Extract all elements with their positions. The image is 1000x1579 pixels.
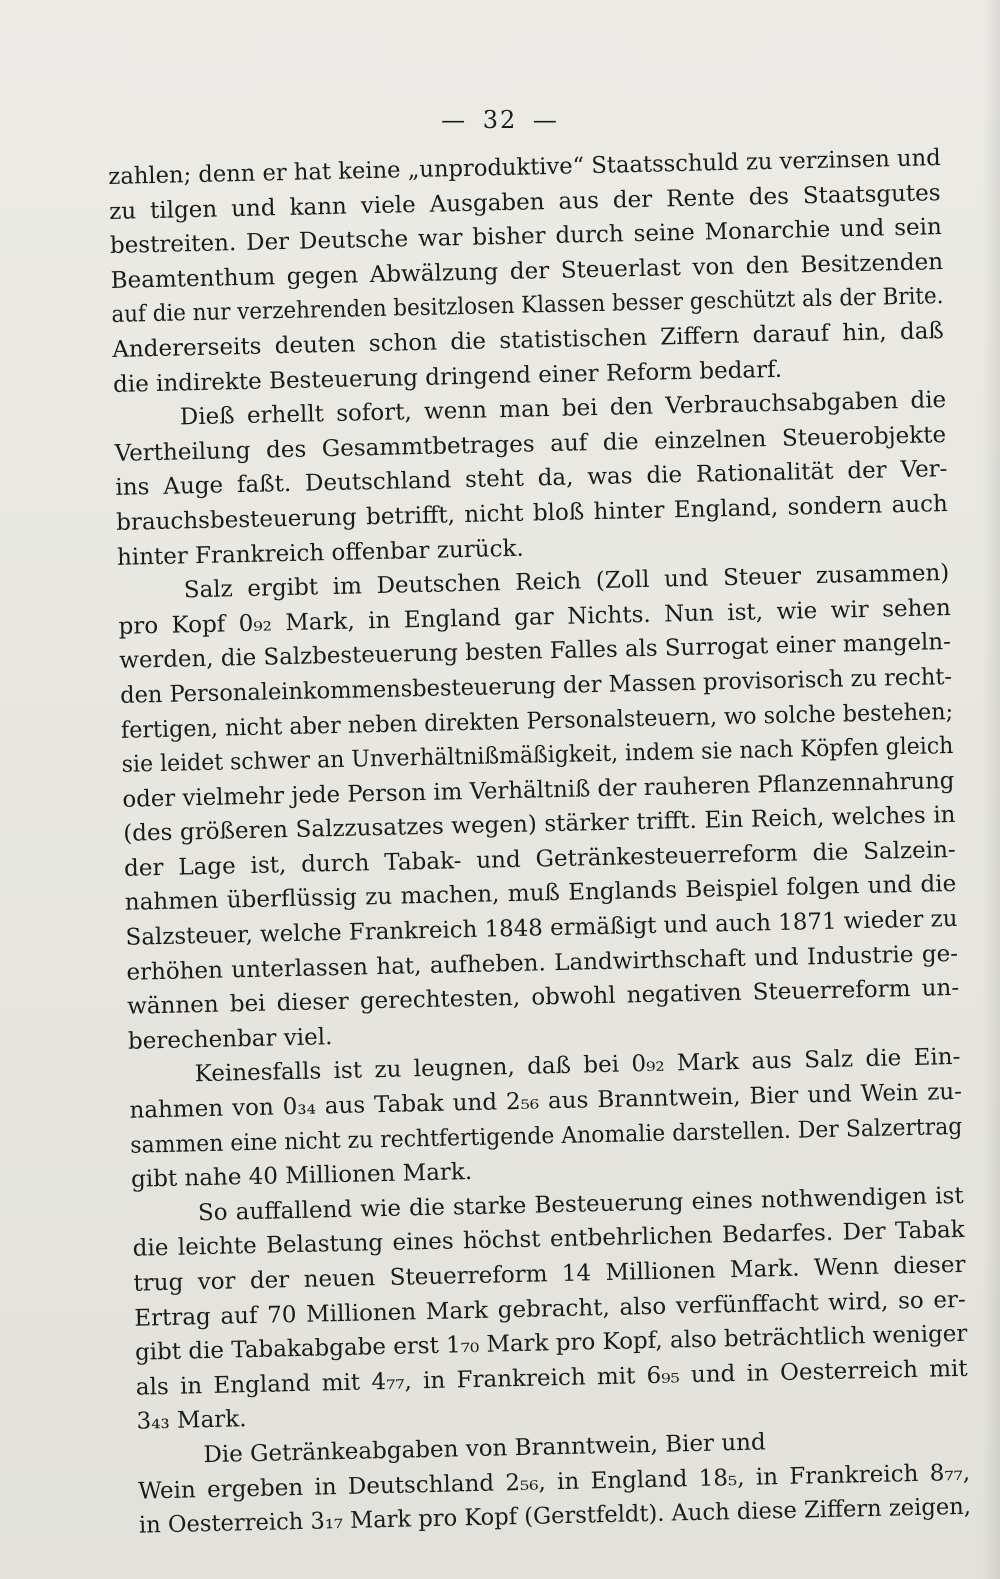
text-line: So auffallend wie die starke Besteuerung eines nothwendigen ist xyxy=(197,1182,964,1227)
text-line: oder vielmehr jede Person im Verhältniß der rauheren Pflanzennahrung xyxy=(122,767,955,813)
text-line: fertigen, nicht aber neben direkten Personalsteuern, wo solche bestehen; xyxy=(120,698,954,744)
text-line: Ertrag auf 70 Millionen Mark gebracht, also verfünffacht wird, so er- xyxy=(133,1286,967,1332)
page-number: — 32 — xyxy=(441,106,559,134)
text-line: Beamtenthum gegen Abwälzung der Steuerlast von den Besitzenden xyxy=(110,248,944,294)
text-line: Andererseits deuten schon die statistischen Ziffern darauf hin, daß xyxy=(112,318,945,363)
paragraph xyxy=(132,1179,969,1440)
text-line: (des größeren Salzzusatzes wegen) stärker trifft. Ein Reich, welches in xyxy=(123,802,956,848)
text-line: werden, die Salzbesteuerung besten Falles als Surrogat einer mangeln- xyxy=(119,629,952,675)
text-line: der Lage ist, durch Tabak- und Getränkesteuerreform die Salzein- xyxy=(123,836,956,882)
text-line: berechenbar viel. xyxy=(127,1023,333,1055)
text-line: Dieß erhellt sofort, wenn man bei den Verbrauchsabgaben die xyxy=(179,387,947,431)
text-line: sie leidet schwer an Unverhältnißmäßigkeit, indem sie nach Köpfen gleich xyxy=(121,733,954,778)
paragraph xyxy=(117,556,960,1059)
text-line: Salzsteuer, welche Frankreich 1848 ermäßigt und auch 1871 wieder zu xyxy=(125,905,958,951)
paragraph xyxy=(137,1421,971,1544)
text-line: trug vor der neuen Steuerreform 14 Millionen Mark. Wenn dieser xyxy=(133,1251,966,1297)
text-line: gibt nahe 40 Millionen Mark. xyxy=(130,1159,473,1193)
text-line: nahmen von 0₃₄ aus Tabak und 2₅₆ aus Branntwein, Bier und Wein zu- xyxy=(129,1078,963,1124)
text-line: hinter Frankreich offenbar zurück. xyxy=(116,535,524,571)
paragraph xyxy=(113,383,949,575)
body-text xyxy=(108,141,971,1543)
text-line: Keinesfalls ist zu leugnen, daß bei 0₉₂ Mark aus Salz die Ein- xyxy=(194,1044,961,1088)
text-line: brauchsbesteuerung betrifft, nicht bloß hinter England, sondern auch xyxy=(115,490,949,536)
paragraph xyxy=(128,1040,963,1197)
text-line: den Personaleinkommensbesteuerung der Massen provisorisch zu recht- xyxy=(119,663,953,709)
text-line: Wein ergeben in Deutschland 2₅₆, in England 18₅, in Frankreich 8₇₇, xyxy=(137,1459,971,1505)
paragraph xyxy=(108,141,945,402)
text-line: wännen bei dieser gerechtesten, obwohl negativen Steuerreform un- xyxy=(126,975,960,1021)
text-line: 3₄₃ Mark. xyxy=(136,1406,247,1436)
text-line: pro Kopf 0₉₂ Mark, in England gar Nichts. Nun ist, wie wir sehen xyxy=(118,594,952,640)
text-line: gibt die Tabakabgabe erst 1₇₀ Mark pro Kopf, also beträchtlich weniger xyxy=(134,1320,968,1366)
text-line: erhöhen unterlassen hat, aufheben. Landwirthschaft und Industrie ge- xyxy=(126,940,959,986)
text-line: in Oesterreich 3₁₇ Mark pro Kopf (Gerstfeldt). Auch diese Ziffern zeigen, xyxy=(138,1493,972,1539)
text-line: Vertheilung des Gesammtbetrages auf die einzelnen Steuerobjekte xyxy=(114,421,947,467)
text-line: bestreiten. Der Deutsche war bisher durch seine Monarchie und sein xyxy=(109,214,943,260)
text-line: zu tilgen und kann viele Ausgaben aus der Rente des Staatsgutes xyxy=(108,179,941,225)
text-line: nahmen überflüssig zu machen, muß Englands Beispiel folgen und die xyxy=(124,871,957,917)
text-line: sammen eine nicht zu rechtfertigende Anomalie darstellen. Der Salzertrag xyxy=(130,1113,963,1159)
text-line: auf die nur verzehrenden besitzlosen Klassen besser geschützt als der Brite. xyxy=(111,283,944,329)
text-line: Salz ergibt im Deutschen Reich (Zoll und Steuer zusammen) xyxy=(183,560,950,604)
text-line: Die Getränkeabgaben von Branntwein, Bier und xyxy=(203,1429,766,1469)
text-line: als in England mit 4₇₇, in Frankreich mit 6₉₅ und in Oesterreich mit xyxy=(135,1355,968,1401)
text-line: zahlen; denn er hat keine „unproduktive“ Staatsschuld zu verzinsen und xyxy=(108,145,941,190)
text-line: die indirekte Besteuerung dringend einer Reform bedarf. xyxy=(112,356,783,398)
text-line: ins Auge faßt. Deutschland steht da, was die Rationalität der Ver- xyxy=(115,456,948,502)
text-line: die leichte Belastung eines höchst entbehrlichen Bedarfes. Der Tabak xyxy=(132,1217,965,1263)
